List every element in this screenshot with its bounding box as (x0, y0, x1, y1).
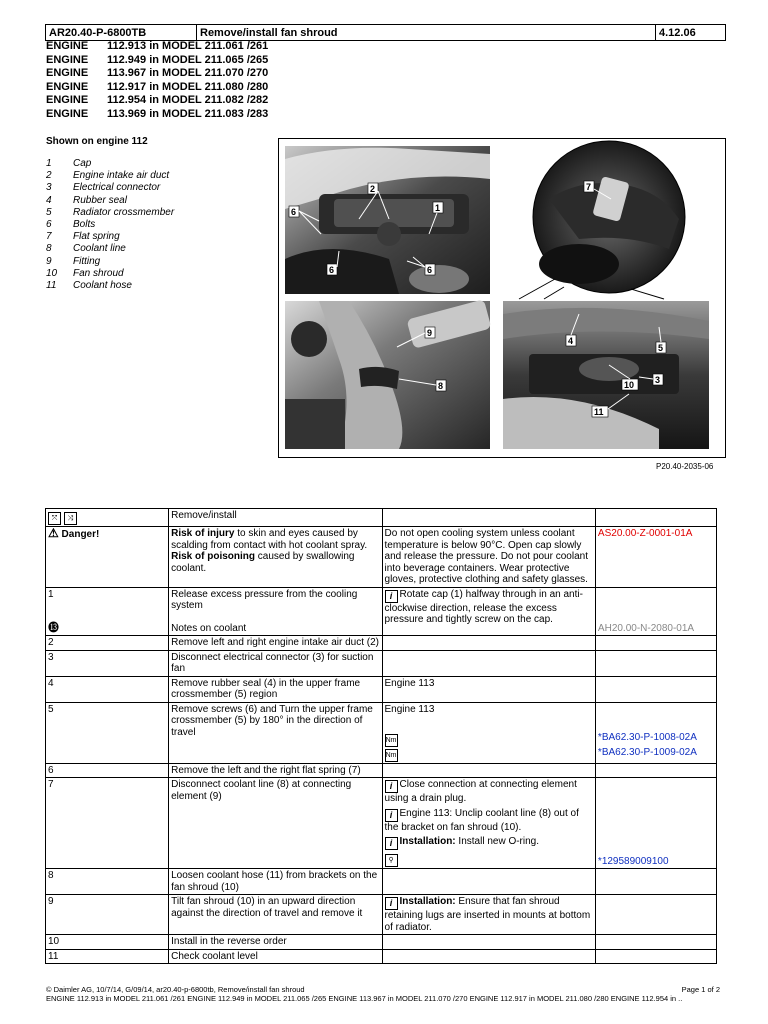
figure-code: P20.40-2035-06 (656, 462, 714, 471)
table-row (46, 935, 717, 950)
footer-copyright: © Daimler AG, 10/7/14, G/09/14, ar20.40-p-6800tb, Remove/install fan shroud (46, 985, 305, 994)
special-tool-reference-link[interactable]: *129589009100 (597, 855, 669, 867)
callout-label: 2 (370, 184, 376, 194)
table-row (46, 763, 717, 778)
step-text: Loosen coolant hose (11) from brackets on the fan shroud (10) (169, 869, 382, 895)
callout-label: 4 (568, 336, 574, 346)
step-number: 9 (46, 895, 169, 935)
legend-item: 5 Radiator crossmember (46, 206, 175, 218)
torque-reference-link[interactable]: *BA62.30-P-1008-02A (597, 731, 697, 743)
table-row (46, 636, 717, 651)
info-icon: i (385, 837, 398, 850)
header-table (45, 24, 726, 41)
step-note: Engine 113: Unclip coolant line (8) out of the bracket on fan shroud (10). (384, 807, 579, 833)
installation-label: Installation: (399, 896, 456, 907)
step-note: Engine 113 (382, 676, 595, 702)
callout-label: 9 (427, 328, 433, 338)
legend-item: 2 Engine intake air duct (46, 170, 170, 182)
engine-photo-composite (279, 139, 725, 457)
callout-label: 1 (435, 203, 441, 213)
callout-label: 11 (594, 407, 604, 417)
legend-item: 8 Coolant line (46, 243, 126, 255)
step-text: Remove left and right engine intake air duct (2) (169, 636, 382, 651)
step-number: 3 (46, 650, 169, 676)
torque-reference-link[interactable]: *BA62.30-P-1009-02A (597, 746, 697, 758)
callout-label: 6 (427, 265, 433, 275)
table-row (46, 587, 717, 636)
danger-poison-heading: Risk of poisoning (171, 551, 255, 562)
callout-label: 8 (438, 381, 444, 391)
step-text: Disconnect coolant line (8) at connecting element (9) (169, 778, 382, 869)
step-text: Check coolant level (169, 949, 382, 964)
info-icon: i (385, 897, 398, 910)
step-note: Install new O-ring. (455, 836, 540, 847)
legend-item: 3 Electrical connector (46, 182, 161, 194)
step-text: Tilt fan shroud (10) in an upward direction against the direction of travel and remove it (169, 895, 382, 935)
step-text: Install in the reverse order (169, 935, 382, 950)
collapse-icon: ⤨ (64, 512, 77, 525)
photo-engine-overview (285, 146, 490, 294)
info-icon: i (385, 780, 398, 793)
footer-page-number: Page 1 of 2 (681, 985, 720, 994)
photo-coolant-line (285, 299, 492, 449)
legend-item: 11 Coolant hose (46, 280, 132, 292)
step-text: Release excess pressure from the cooling system (171, 588, 358, 611)
step-text: Remove rubber seal (4) in the upper frame crossmember (5) region (169, 676, 382, 702)
step-number: 2 (46, 636, 169, 651)
info-icon: i (385, 809, 398, 822)
photo-fan-shroud (503, 301, 709, 449)
table-row (46, 895, 717, 935)
step-note: Ensure that fan shroud retaining lugs are inserted in mounts at bottom of radiator. (384, 896, 591, 933)
warning-triangle-icon: ⚠ (48, 526, 59, 540)
info-icon: i (385, 590, 398, 603)
engine-row: ENGINE 113.969 in MODEL 211.083 /283 (46, 107, 269, 120)
engine-row: ENGINE 112.954 in MODEL 211.082 /282 (46, 94, 269, 106)
engine-row: ENGINE 112.913 in MODEL 211.061 /261 (46, 40, 269, 52)
shown-on-label: Shown on engine 112 (46, 136, 148, 147)
step-number: 4 (46, 676, 169, 702)
doc-title: Remove/install fan shroud (197, 25, 656, 41)
engine-list (46, 40, 268, 121)
table-header-row (46, 509, 717, 527)
danger-instructions: Do not open cooling system unless coolant temperature is below 90°C. Open cap slowly and release the pressure. Do not pour coolant into beverage containers. Wear protective gloves, protective clothing and safety glasses. (382, 527, 595, 588)
notes-icon: ⓭ (48, 621, 59, 634)
callout-label: 10 (624, 380, 635, 390)
legend-item: 10 Fan shroud (46, 267, 124, 279)
legend-item: 6 Bolts (46, 219, 96, 231)
danger-injury-heading: Risk of injury (171, 528, 235, 539)
photo-flat-spring-detail (533, 141, 685, 293)
legend-item: 4 Rubber seal (46, 194, 127, 206)
table-row (46, 949, 717, 964)
col-header-remove-install: Remove/install (169, 509, 382, 527)
danger-label: Danger! (61, 529, 100, 540)
installation-label: Installation: (399, 836, 456, 847)
legend-list (46, 158, 174, 292)
engine-photo-figure (278, 138, 726, 458)
legend-item: 7 Flat spring (46, 231, 120, 243)
procedure-table (45, 508, 717, 964)
step-number: 6 (46, 763, 169, 778)
doc-date: 4.12.06 (656, 25, 726, 41)
engine-row: ENGINE 112.917 in MODEL 211.080 /280 (46, 80, 269, 93)
table-row (46, 869, 717, 895)
torque-nm-icon: Nm (385, 734, 398, 747)
step-number: 5 (46, 702, 169, 763)
step-note: Close connection at connecting element using a drain plug. (384, 779, 577, 804)
danger-injury-text: to skin and eyes caused by scalding from contact with hot coolant spray. (171, 528, 368, 551)
footer-engine-list: ENGINE 112.913 in MODEL 211.061 /261 ENGINE 112.949 in MODEL 211.065 /265 ENGINE 113.967 in MODEL 211.070 /270 ENGINE 112.917 in MODEL 211.080 /280 ENGINE 112.954 in .. (46, 994, 683, 1003)
step-number: 7 (46, 778, 169, 869)
legend-item: 9 Fitting (46, 255, 101, 267)
step-number: 8 (46, 869, 169, 895)
step-text: Disconnect electrical connector (3) for suction fan (169, 650, 382, 676)
callout-label: 7 (586, 182, 592, 192)
table-row (46, 527, 717, 588)
step-text: Remove the left and the right flat spring (7) (169, 763, 382, 778)
table-row (46, 676, 717, 702)
step-number: 1 (48, 588, 54, 600)
page-footer (46, 985, 720, 1003)
engine-row: ENGINE 113.967 in MODEL 211.070 /270 (46, 67, 269, 79)
step-number: 11 (46, 949, 169, 964)
table-row (46, 778, 717, 869)
table-row (46, 702, 717, 763)
tool-icons-cell (46, 509, 169, 527)
callout-label: 5 (658, 343, 664, 353)
danger-reference-link[interactable]: AS20.00-Z-0001-01A (597, 528, 693, 539)
special-tool-icon: ⚲ (385, 854, 398, 867)
step-note: Engine 113 (384, 703, 435, 715)
step-text: Remove screws (6) and Turn the upper frame crossmember (5) by 180° in the direction of travel (169, 702, 382, 763)
step-number: 10 (46, 935, 169, 950)
callout-label: 3 (655, 375, 661, 385)
notes-reference-link[interactable]: AH20.00-N-2080-01A (597, 622, 695, 634)
step-note: Rotate cap (1) halfway through in an anti-clockwise direction, release the excess pressure and tightly screw on the cap. (384, 588, 583, 625)
table-row (46, 650, 717, 676)
torque-nm-icon: Nm (385, 749, 398, 762)
notes-on-coolant: Notes on coolant (171, 622, 247, 634)
danger-poison-text: caused by swallowing coolant. (171, 551, 355, 574)
expand-icon: ⤧ (48, 512, 61, 525)
engine-row: ENGINE 112.949 in MODEL 211.065 /265 (46, 53, 269, 66)
callout-label: 6 (329, 265, 335, 275)
legend-item: 1 Cap (46, 158, 92, 169)
doc-id: AR20.40-P-6800TB (46, 25, 197, 41)
callout-label: 6 (291, 207, 297, 217)
